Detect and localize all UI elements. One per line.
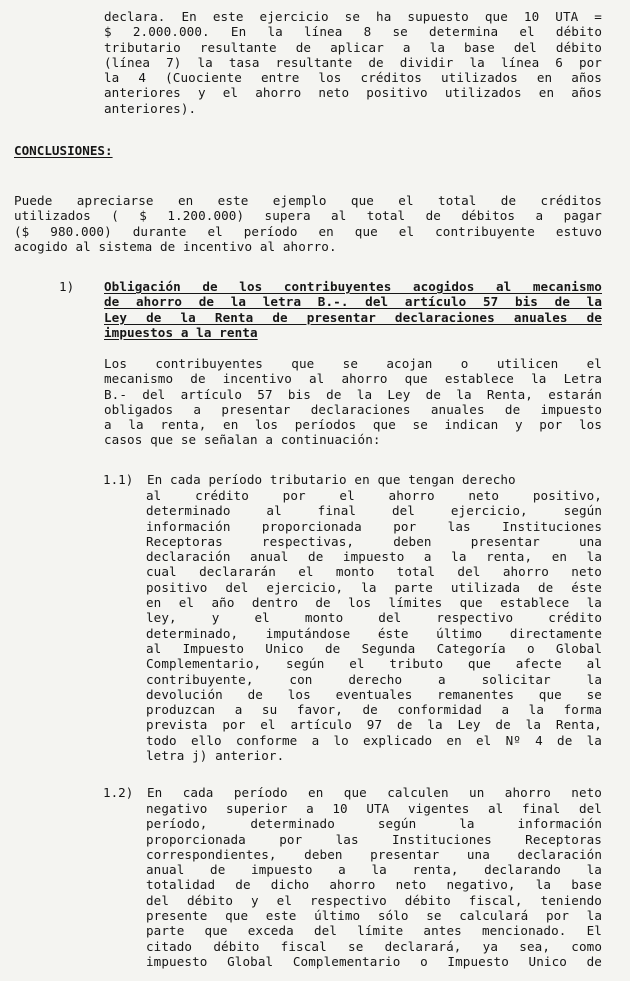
text-line: tributario resultante de aplicar a la base del débito — [104, 39, 602, 55]
text-line: contribuyente, con derecho a solicitar la — [146, 671, 602, 687]
text-line: impuesto Global Complementario o Impuesto Unico de — [146, 953, 602, 969]
title-line: Obligación de los contribuyentes acogidos al mecanismo — [104, 279, 602, 294]
text-line: prevista por el artículo 97 de la Ley de la Renta, — [146, 717, 602, 733]
text-line: en el año dentro de los límites que establece la — [146, 595, 602, 611]
text-line: declara. En este ejercicio se ha supuesto que 10 UTA = — [104, 9, 602, 24]
conclusions-paragraph — [14, 193, 602, 254]
text-line: casos que se señalan a continuación: — [104, 432, 381, 448]
subsection-body — [146, 801, 602, 969]
subsection-first-line — [147, 472, 602, 487]
intro-paragraph — [104, 9, 602, 116]
text-line: información proporcionada por las Instituciones — [146, 518, 602, 534]
text-line: del débito y el respectivo débito fiscal, teniendo — [146, 892, 602, 908]
text-line: Los contribuyentes que se acojan o utilicen el — [104, 356, 602, 371]
text-line: utilizados ( $ 1.200.000) supera al total de débitos a pagar — [14, 208, 602, 224]
text-line: a la renta, en los períodos que se indican y por los — [104, 417, 602, 433]
text-line: produzcan a su favor, de conformidad a la forma — [146, 702, 602, 718]
text-line: determinado al final del ejercicio, según — [146, 503, 602, 519]
text-line: al Impuesto Unico de Segunda Categoría o Global — [146, 640, 602, 656]
text-line: anual de impuesto a la renta, declarando la — [146, 862, 602, 878]
text-line: citado débito fiscal se declarará, ya sea, como — [146, 938, 602, 954]
text-line: Puede apreciarse en este ejemplo que el total de créditos — [14, 193, 602, 208]
text-line: letra j) anterior. — [146, 748, 285, 764]
text-line: presente que este último sólo se calculará por la — [146, 908, 602, 924]
text-line: parte que exceda del límite antes mencionado. El — [146, 923, 602, 939]
text-line: todo ello conforme a lo explicado en el Nº 4 de la — [146, 732, 602, 748]
conclusions-heading: CONCLUSIONES: — [14, 143, 113, 158]
text-line: ley, y el monto del respectivo crédito — [146, 610, 602, 626]
section-body — [104, 356, 602, 448]
title-line: Ley de la Renta de presentar declaraciones anuales de — [104, 309, 602, 325]
text-line: (línea 7) la tasa resultante de dividir la línea 6 por — [104, 54, 602, 70]
text-line: En cada período en que calculen un ahorro neto — [147, 785, 602, 800]
text-line: al crédito por el ahorro neto positivo, — [146, 488, 602, 503]
text-line: positivo del ejercicio, la parte utilizada de éste — [146, 579, 602, 595]
text-line: $ 2.000.000. En la línea 8 se determina el débito — [104, 24, 602, 40]
text-line: la 4 (Cuociente entre los créditos utilizados en años — [104, 70, 602, 86]
text-line: ($ 980.000) durante el período en que el contribuyente estuvo — [14, 223, 602, 239]
section-title — [104, 279, 602, 340]
text-line: anteriores y el ahorro neto positivo utilizados en años — [104, 85, 602, 101]
text-line: anteriores). — [104, 100, 197, 116]
text-line: acogido al sistema de incentivo al ahorro. — [14, 238, 337, 254]
text-line: cual declararán el monto total del ahorro neto — [146, 564, 602, 580]
subsection-body — [146, 488, 602, 763]
text-line: totalidad de dicho ahorro neto negativo, la base — [146, 877, 602, 893]
text-line: En cada período tributario en que tengan derecho — [147, 472, 516, 487]
text-line: determinado, imputándose éste último directamente — [146, 625, 602, 641]
text-line: devolución de los eventuales remanentes que se — [146, 686, 602, 702]
text-line: proporcionada por las Instituciones Receptoras — [146, 831, 602, 847]
text-line: obligados a presentar declaraciones anuales de impuesto — [104, 401, 602, 417]
text-line: negativo superior a 10 UTA vigentes al final del — [146, 801, 602, 816]
text-line: Receptoras respectivas, deben presentar una — [146, 533, 602, 549]
title-line: de ahorro de la letra B.-. del artículo 57 bis de la — [104, 294, 602, 310]
subsection-first-line — [147, 785, 602, 800]
text-line: mecanismo de incentivo al ahorro que establece la Letra — [104, 371, 602, 387]
title-line: impuestos a la renta — [104, 324, 258, 340]
text-line: período, determinado según la información — [146, 816, 602, 832]
subsection-number: 1.2) — [103, 785, 134, 800]
text-line: declaración anual de impuesto a la renta, en la — [146, 549, 602, 565]
subsection-number: 1.1) — [103, 472, 134, 487]
text-line: Complementario, según el tributo que afecte al — [146, 656, 602, 672]
text-line: correspondientes, deben presentar una declaración — [146, 846, 602, 862]
text-line: B.- del artículo 57 bis de la Ley de la Renta, estarán — [104, 386, 602, 402]
section-number: 1) — [59, 279, 75, 294]
